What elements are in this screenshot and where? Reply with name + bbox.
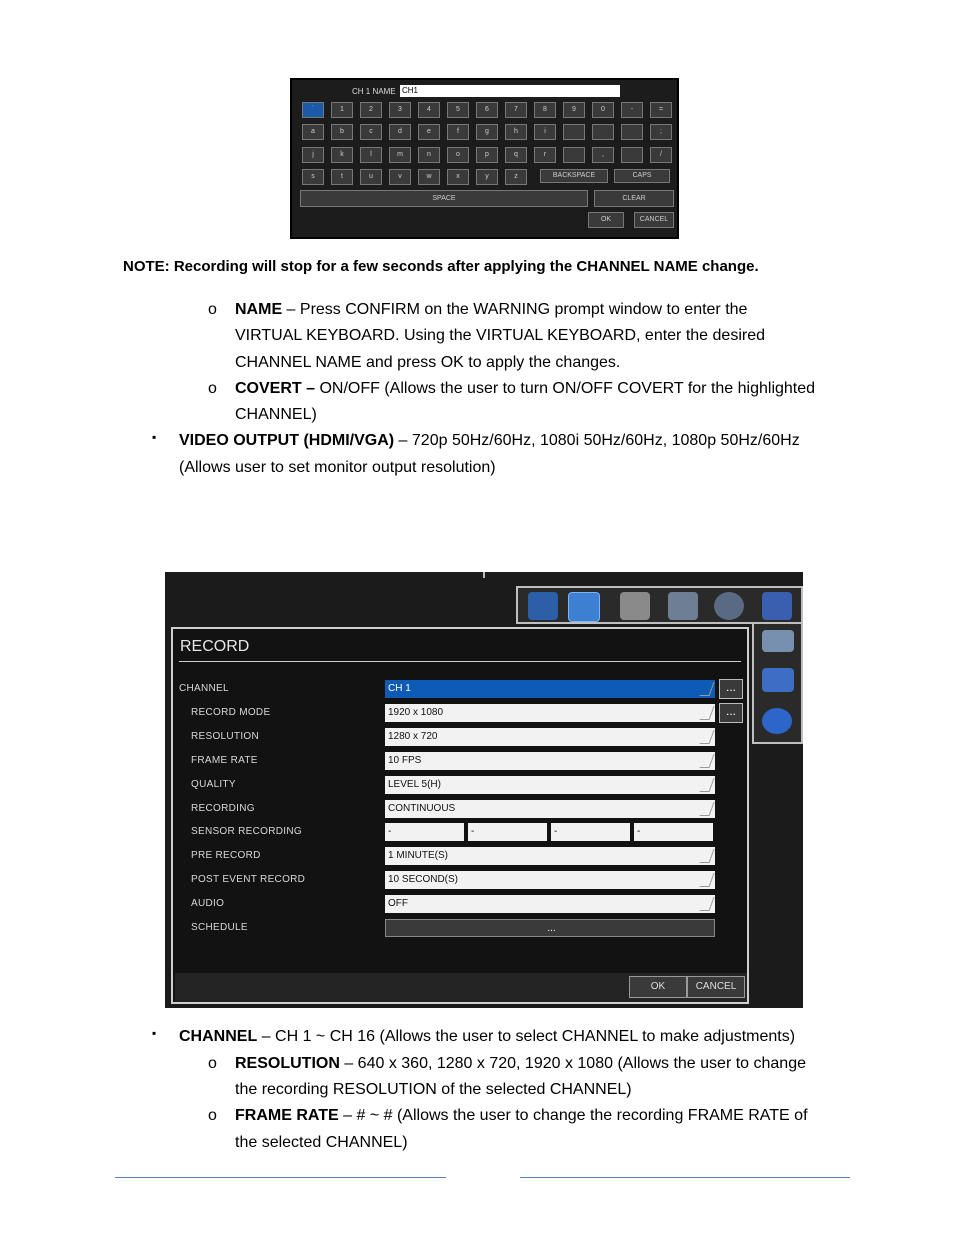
dropdown-arrow-icon	[699, 897, 714, 911]
keyboard-key[interactable]: z	[505, 169, 527, 185]
channel-item	[179, 1024, 795, 1051]
bullet-square: ▪	[152, 430, 157, 444]
setting-value: LEVEL 5(H)	[388, 778, 441, 790]
sensor-recording-select[interactable]: -	[551, 823, 630, 841]
dropdown-arrow-icon	[699, 873, 714, 887]
setting-value: 10 SECOND(S)	[388, 874, 459, 886]
storage-icon[interactable]	[668, 592, 698, 620]
ok-button[interactable]: OK	[629, 976, 687, 998]
dropdown-arrow-icon	[699, 802, 714, 816]
keyboard-key[interactable]: n	[418, 147, 440, 163]
setting-label: SENSOR RECORDING	[191, 826, 302, 838]
dropdown-arrow-icon	[699, 730, 714, 744]
setting-value: CH 1	[388, 683, 411, 694]
keyboard-key[interactable]: m	[389, 147, 411, 163]
clear-key[interactable]: CLEAR	[594, 190, 674, 207]
keyboard-key[interactable]	[621, 124, 643, 140]
dropdown-arrow-icon	[699, 778, 714, 792]
title-divider	[179, 661, 741, 662]
setting-label: RECORD MODE	[191, 706, 271, 718]
keyboard-key[interactable]: ,	[592, 147, 614, 163]
bullet-circle: o	[208, 1107, 217, 1124]
keyboard-key[interactable]: b	[331, 124, 353, 140]
name-text-line3: CHANNEL NAME and press OK to apply the changes.	[235, 354, 621, 371]
setting-value: OFF	[388, 898, 408, 910]
setting-select[interactable]	[385, 776, 715, 794]
resolution-bold: RESOLUTION	[235, 1055, 340, 1072]
keyboard-key[interactable]	[621, 147, 643, 163]
name-bold: NAME	[235, 301, 283, 318]
video-bold: VIDEO OUTPUT (HDMI/VGA)	[179, 432, 395, 449]
keyboard-key[interactable]: s	[302, 169, 324, 185]
keyboard-key[interactable]: w	[418, 169, 440, 185]
keyboard-key[interactable]: d	[389, 124, 411, 140]
video-text: – 720p 50Hz/60Hz, 1080i 50Hz/60Hz, 1080p 50Hz/60Hz	[394, 432, 800, 449]
record-settings-screen	[165, 572, 803, 1008]
dropdown-arrow-icon	[699, 706, 714, 720]
setting-label: PRE RECORD	[191, 850, 261, 862]
keyboard-key[interactable]: =	[650, 102, 672, 118]
covert-item	[235, 376, 815, 403]
resolution-item	[235, 1051, 806, 1078]
sensor-recording-select[interactable]: -	[385, 823, 464, 841]
covert-text-line2: CHANNEL)	[235, 406, 317, 423]
dropdown-arrow-icon	[699, 754, 714, 768]
more-options-button[interactable]: ...	[719, 703, 743, 723]
keyboard-key[interactable]: 1	[331, 102, 353, 118]
keyboard-key[interactable]: o	[447, 147, 469, 163]
name-text: – Press CONFIRM on the WARNING prompt window to enter the	[282, 301, 748, 318]
keyboard-key[interactable]: t	[331, 169, 353, 185]
setting-label: RECORDING	[191, 802, 255, 814]
virtual-keyboard	[290, 78, 679, 239]
setting-select[interactable]	[385, 895, 715, 913]
footer-line-right	[520, 1177, 850, 1178]
keyboard-key[interactable]: x	[447, 169, 469, 185]
ok-key[interactable]: OK	[588, 212, 624, 228]
keyboard-key[interactable]: 8	[534, 102, 556, 118]
usb-icon[interactable]	[762, 668, 794, 692]
setting-value: 10 FPS	[388, 754, 422, 766]
keyboard-key[interactable]: c	[360, 124, 382, 140]
search-icon[interactable]	[762, 708, 792, 734]
system-gear-icon[interactable]	[714, 592, 744, 620]
name-item	[235, 297, 747, 324]
setting-select[interactable]	[385, 728, 715, 746]
keyboard-key[interactable]: e	[418, 124, 440, 140]
channel-bold: CHANNEL	[179, 1028, 258, 1045]
setting-select[interactable]	[385, 704, 715, 722]
network-icon[interactable]	[620, 592, 650, 620]
bullet-square: ▪	[152, 1026, 157, 1040]
setting-value: 1 MINUTE(S)	[388, 850, 448, 862]
panel-title: RECORD	[180, 638, 250, 655]
setting-select[interactable]	[385, 752, 715, 770]
setting-value: 1280 x 720	[388, 730, 438, 742]
note-text: NOTE: Recording will stop for a few seconds after applying the CHANNEL NAME change.	[123, 258, 759, 275]
side-toolbar	[752, 624, 803, 744]
keyboard-key[interactable]: f	[447, 124, 469, 140]
setting-select[interactable]	[385, 871, 715, 889]
covert-bold: COVERT –	[235, 380, 316, 397]
keyboard-key[interactable]: p	[476, 147, 498, 163]
frame-rate-text: – # ~ # (Allows the user to change the recording FRAME RATE of	[338, 1107, 808, 1124]
keyboard-key[interactable]	[563, 124, 585, 140]
video-output-item	[179, 428, 800, 455]
keyboard-key[interactable]: k	[331, 147, 353, 163]
keyboard-key[interactable]	[592, 124, 614, 140]
keyboard-key[interactable]: /	[650, 147, 672, 163]
footer-line-left	[115, 1177, 446, 1178]
keyboard-key[interactable]: v	[389, 169, 411, 185]
caps-key[interactable]: CAPS	[614, 169, 670, 183]
keyboard-key[interactable]: j	[302, 147, 324, 163]
dropdown-arrow-icon	[699, 682, 714, 696]
keyboard-key[interactable]: 6	[476, 102, 498, 118]
keyboard-key[interactable]: `	[302, 102, 324, 118]
resolution-text-line2: the recording RESOLUTION of the selected CHANNEL)	[235, 1081, 632, 1098]
keyboard-key[interactable]: l	[360, 147, 382, 163]
keyboard-key[interactable]: 2	[360, 102, 382, 118]
sensor-recording-select[interactable]: -	[634, 823, 713, 841]
frame-rate-item	[235, 1103, 808, 1130]
schedule-button[interactable]: ...	[385, 919, 715, 937]
covert-text: ON/OFF (Allows the user to turn ON/OFF COVERT for the highlighted	[315, 380, 816, 397]
more-options-button[interactable]: ...	[719, 679, 743, 699]
video-text-line2: (Allows user to set monitor output resolution)	[179, 459, 496, 476]
keyboard-key[interactable]: g	[476, 124, 498, 140]
setting-label: FRAME RATE	[191, 754, 258, 766]
setting-select[interactable]	[385, 680, 715, 698]
resolution-text: – 640 x 360, 1280 x 720, 1920 x 1080 (Allows the user to change	[339, 1055, 806, 1072]
keyboard-key[interactable]: 0	[592, 102, 614, 118]
keyboard-key[interactable]: ;	[650, 124, 672, 140]
keyboard-key[interactable]: 9	[563, 102, 585, 118]
setting-value: CONTINUOUS	[388, 802, 456, 814]
cancel-button[interactable]: CANCEL	[687, 976, 745, 998]
bottom-bar	[175, 973, 747, 1002]
setting-label: RESOLUTION	[191, 730, 260, 742]
cancel-key[interactable]: CANCEL	[634, 212, 674, 228]
setting-label: SCHEDULE	[191, 922, 248, 933]
keyboard-key[interactable]: -	[621, 102, 643, 118]
keyboard-key[interactable]: 4	[418, 102, 440, 118]
divider	[483, 572, 485, 578]
backspace-key[interactable]: BACKSPACE	[540, 169, 608, 183]
keyboard-key[interactable]: y	[476, 169, 498, 185]
menu-toolbar	[516, 586, 803, 624]
keyboard-key[interactable]: 3	[389, 102, 411, 118]
bullet-circle: o	[208, 301, 217, 318]
setting-label: QUALITY	[191, 778, 236, 790]
keyboard-key[interactable]: u	[360, 169, 382, 185]
setting-label: AUDIO	[191, 898, 225, 910]
keyboard-key[interactable]: h	[505, 124, 527, 140]
sensor-recording-select[interactable]: -	[468, 823, 547, 841]
channel-text: – CH 1 ~ CH 16 (Allows the user to select CHANNEL to make adjustments)	[257, 1028, 796, 1045]
name-text-line2: VIRTUAL KEYBOARD. Using the VIRTUAL KEYBOARD, enter the desired	[235, 327, 765, 344]
bullet-circle: o	[208, 380, 217, 397]
frame-rate-bold: FRAME RATE	[235, 1107, 339, 1124]
record-calendar-icon[interactable]	[568, 592, 600, 622]
dropdown-arrow-icon	[699, 849, 714, 863]
channel-name-label: CH 1 NAME	[352, 87, 396, 96]
frame-rate-text-line2: the selected CHANNEL)	[235, 1134, 408, 1151]
keyboard-key[interactable]: r	[534, 147, 556, 163]
keyboard-key[interactable]: 7	[505, 102, 527, 118]
remote-icon[interactable]	[762, 630, 794, 652]
channel-name-input[interactable]: CH1	[400, 85, 620, 97]
setting-label: POST EVENT RECORD	[191, 874, 306, 886]
setting-value: 1920 x 1080	[388, 706, 444, 718]
setting-select[interactable]	[385, 847, 715, 865]
keyboard-key[interactable]: i	[534, 124, 556, 140]
record-panel	[171, 627, 749, 1004]
setting-label: CHANNEL	[179, 683, 229, 694]
keyboard-key[interactable]: 5	[447, 102, 469, 118]
lock-icon[interactable]	[762, 592, 792, 620]
keyboard-key[interactable]: q	[505, 147, 527, 163]
keyboard-key[interactable]: a	[302, 124, 324, 140]
setting-select[interactable]	[385, 800, 715, 818]
keyboard-key[interactable]	[563, 147, 585, 163]
bullet-circle: o	[208, 1055, 217, 1072]
display-icon[interactable]	[528, 592, 558, 620]
space-key[interactable]: SPACE	[300, 190, 588, 207]
